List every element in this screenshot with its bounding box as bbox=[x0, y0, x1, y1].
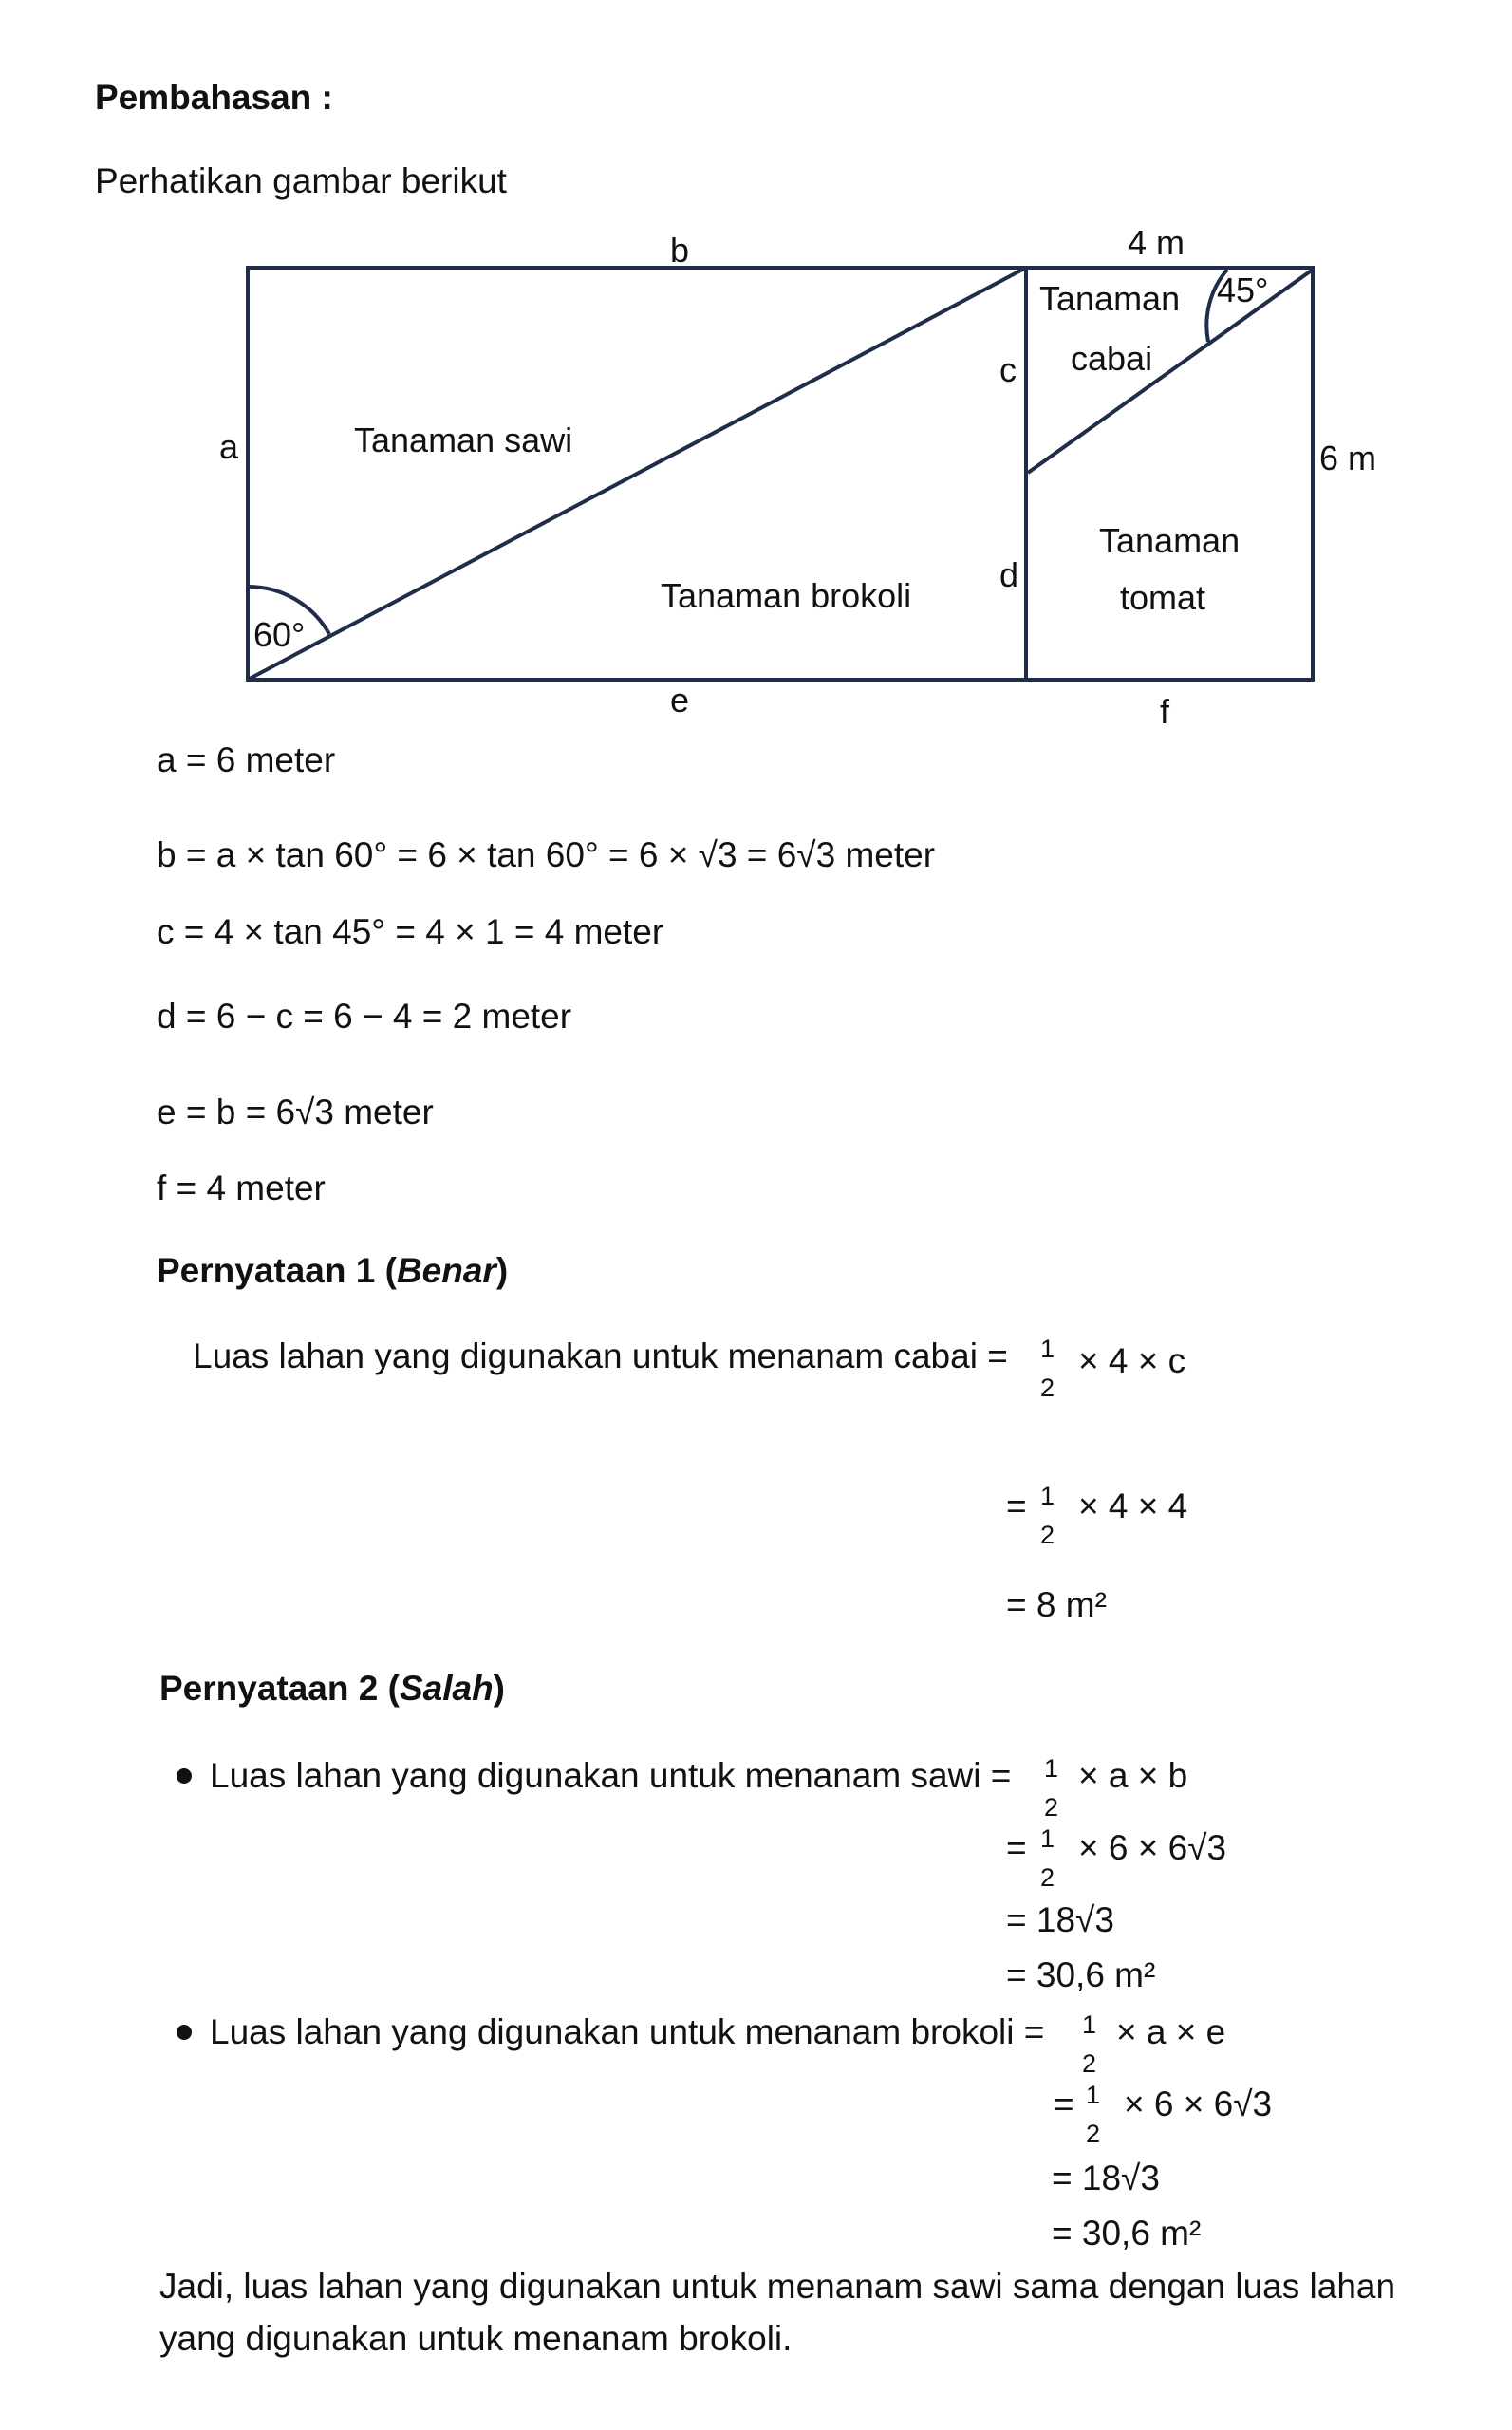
label-4m: 4 m bbox=[1128, 223, 1185, 262]
value-d: d = 6 − c = 6 − 4 = 2 meter bbox=[157, 997, 572, 1036]
sawi-area-rest: × a × b bbox=[1078, 1756, 1188, 1795]
value-f: f = 4 meter bbox=[157, 1168, 326, 1207]
statement1-line1: Luas lahan yang digunakan untuk menanam cabai = bbox=[193, 1336, 1008, 1375]
brokoli-area-rest: × a × e bbox=[1116, 2012, 1226, 2051]
brokoli-step2-eq: = bbox=[1054, 2084, 1074, 2123]
label-cabai-2: cabai bbox=[1071, 339, 1153, 378]
fraction-half: 1 2 bbox=[1044, 1754, 1059, 1822]
label-cabai-1: Tanaman bbox=[1039, 279, 1181, 318]
label-brokoli: Tanaman brokoli bbox=[661, 576, 912, 615]
label-e: e bbox=[670, 681, 690, 720]
value-b: b = a × tan 60° = 6 × tan 60° = 6 × √3 = 6√3 meter bbox=[157, 835, 936, 874]
sawi-step2-rest: × 6 × 6√3 bbox=[1078, 1828, 1227, 1867]
statement1-line2-rest: × 4 × 4 bbox=[1078, 1486, 1188, 1525]
value-c: c = 4 × tan 45° = 4 × 1 = 4 meter bbox=[157, 912, 664, 951]
label-c: c bbox=[999, 350, 1017, 389]
bullet-icon bbox=[177, 2025, 192, 2040]
label-sawi: Tanaman sawi bbox=[354, 421, 573, 459]
statement1-line1-rest: × 4 × c bbox=[1078, 1341, 1186, 1380]
page-heading: Pembahasan : bbox=[95, 78, 333, 117]
statement2-title: Pernyataan 2 (Salah) bbox=[159, 1669, 505, 1708]
label-a: a bbox=[219, 427, 239, 466]
statement1-line3: = 8 m² bbox=[1006, 1585, 1107, 1624]
value-a: a = 6 meter bbox=[157, 740, 336, 779]
label-tomat-2: tomat bbox=[1120, 578, 1206, 617]
conclusion-line-1: Jadi, luas lahan yang digunakan untuk menanam sawi sama dengan luas lahan bbox=[159, 2267, 1396, 2306]
statement1-line2-eq: = bbox=[1006, 1486, 1027, 1525]
conclusion-line-2: yang digunakan untuk menanam brokoli. bbox=[159, 2319, 793, 2358]
brokoli-step2-rest: × 6 × 6√3 bbox=[1124, 2084, 1273, 2123]
brokoli-area-text: Luas lahan yang digunakan untuk menanam brokoli = bbox=[210, 2012, 1045, 2051]
cabai-tomat-rectangle bbox=[1026, 268, 1313, 680]
sawi-area-text: Luas lahan yang digunakan untuk menanam sawi = bbox=[210, 1756, 1012, 1795]
value-e: e = b = 6√3 meter bbox=[157, 1093, 434, 1131]
label-d: d bbox=[999, 555, 1019, 594]
label-45: 45° bbox=[1217, 271, 1269, 309]
brokoli-step3: = 18√3 bbox=[1052, 2159, 1160, 2197]
label-6m: 6 m bbox=[1319, 439, 1377, 477]
sawi-step3: = 18√3 bbox=[1006, 1900, 1114, 1939]
sawi-step4: = 30,6 m² bbox=[1006, 1955, 1156, 1994]
label-b: b bbox=[670, 231, 690, 270]
fraction-half: 1 2 bbox=[1040, 1335, 1055, 1402]
fraction-half: 1 2 bbox=[1040, 1482, 1055, 1549]
fraction-half: 1 2 bbox=[1040, 1824, 1055, 1892]
statement1-title: Pernyataan 1 (Benar) bbox=[157, 1251, 509, 1290]
fraction-half: 1 2 bbox=[1086, 2081, 1101, 2148]
intro-text: Perhatikan gambar berikut bbox=[95, 161, 507, 200]
label-f: f bbox=[1160, 692, 1170, 731]
sawi-step2-eq: = bbox=[1006, 1828, 1027, 1867]
label-60: 60° bbox=[253, 615, 306, 654]
label-tomat-1: Tanaman bbox=[1099, 521, 1241, 560]
land-diagram bbox=[0, 0, 1512, 759]
sawi-brokoli-diagonal bbox=[248, 268, 1026, 680]
brokoli-step4: = 30,6 m² bbox=[1052, 2214, 1202, 2252]
fraction-half: 1 2 bbox=[1082, 2010, 1097, 2078]
bullet-icon bbox=[177, 1768, 192, 1784]
